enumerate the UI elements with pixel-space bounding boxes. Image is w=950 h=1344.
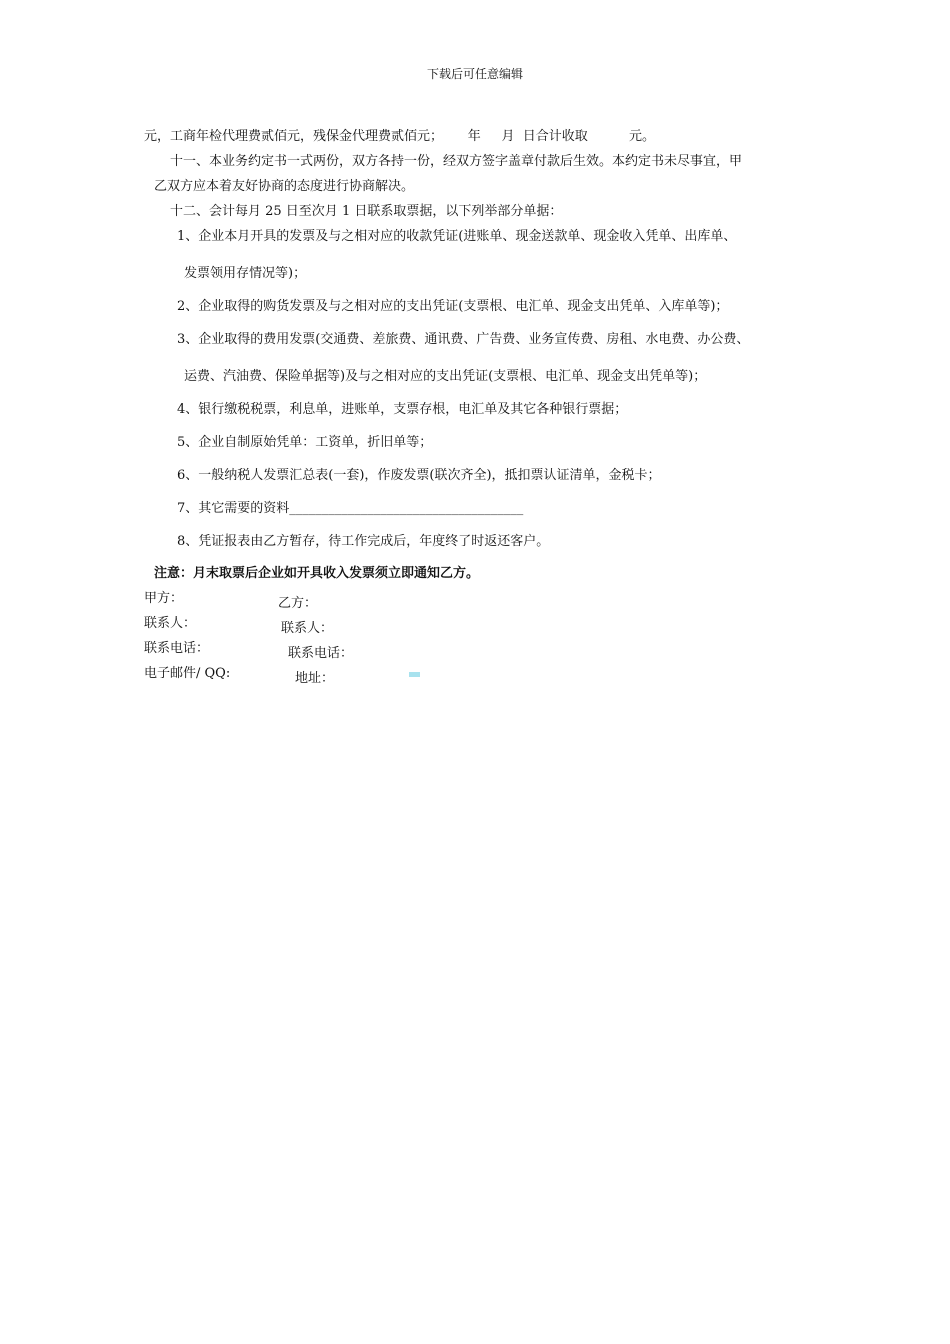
clause-12-heading: 十二、会计每月 25 日至次月 1 日联系取票据，以下列举部分单据： bbox=[170, 204, 563, 219]
list-item: 3、企业取得的费用发票(交通费、差旅费、通讯费、广告费、业务宣传费、房租、水电费、办公费、 bbox=[177, 332, 750, 347]
contact-a-label: 联系人： bbox=[144, 616, 197, 631]
list-item-continuation: 运费、汽油费、保险单据等)及与之相对应的支出凭证(支票根、电汇单、现金支出凭单等)； bbox=[184, 369, 707, 384]
party-b-label: 乙方： bbox=[278, 596, 318, 611]
address-b-label: 地址： bbox=[295, 671, 335, 686]
notice-text: 注意：月末取票后企业如开具收入发票须立即通知乙方。 bbox=[154, 566, 480, 581]
list-item: 6、一般纳税人发票汇总表(一套)，作废发票(联次齐全)，抵扣票认证清单，金税卡； bbox=[177, 468, 661, 483]
list-item: 8、凭证报表由乙方暂存，待工作完成后，年度终了时返还客户。 bbox=[177, 534, 550, 549]
clause-11-line-2: 乙双方应本着友好协商的态度进行协商解决。 bbox=[154, 179, 415, 194]
list-item: 1、企业本月开具的发票及与之相对应的收款凭证(进账单、现金送款单、现金收入凭单、出库单、 bbox=[177, 229, 737, 244]
party-a-label: 甲方： bbox=[144, 591, 184, 606]
contact-b-label: 联系人： bbox=[281, 621, 334, 636]
list-item-continuation: 发票领用存情况等)； bbox=[184, 266, 307, 281]
list-item: 4、银行缴税税票，利息单，进账单，支票存根，电汇单及其它各种银行票据； bbox=[177, 402, 628, 417]
phone-b-label: 联系电话： bbox=[288, 646, 354, 661]
list-item: 7、其它需要的资料____________________________________ bbox=[177, 501, 524, 516]
page-header: 下载后可任意编辑 bbox=[426, 67, 523, 81]
email-a-label: 电子邮件/ QQ: bbox=[144, 666, 231, 681]
clause-11-line-1: 十一、本业务约定书一式两份，双方各持一份，经双方签字盖章付款后生效。本约定书未尽事宜，甲 bbox=[170, 154, 743, 169]
fee-line: 元，工商年检代理费贰佰元，残保金代理费贰佰元； 年 月 日合计收取 元。 bbox=[144, 129, 656, 144]
highlight-mark bbox=[409, 672, 420, 677]
list-item: 2、企业取得的购货发票及与之相对应的支出凭证(支票根、电汇单、现金支出凭单、入库单等)； bbox=[177, 299, 729, 314]
phone-a-label: 联系电话： bbox=[144, 641, 210, 656]
list-item: 5、企业自制原始凭单：工资单，折旧单等； bbox=[177, 435, 433, 450]
